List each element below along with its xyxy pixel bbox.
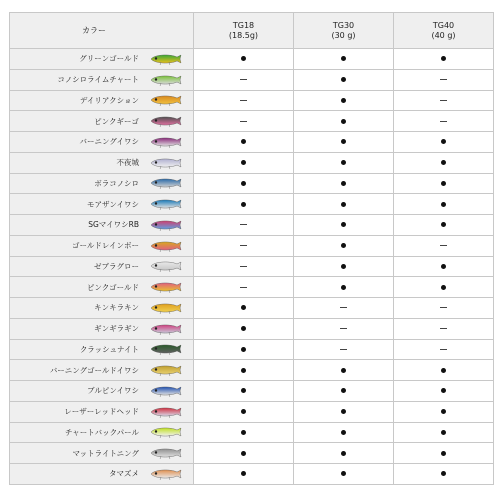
available-dot-icon — [341, 409, 346, 414]
table-row — [10, 464, 494, 485]
available-dot-icon — [441, 388, 446, 393]
available-dot-icon — [241, 202, 246, 207]
unavailable-dash-icon — [440, 349, 447, 350]
availability-cell — [194, 360, 294, 381]
availability-cell — [294, 422, 394, 443]
availability-cell — [194, 298, 294, 319]
availability-cell — [394, 111, 494, 132]
lure-image-icon — [149, 177, 183, 189]
availability-cell — [294, 90, 394, 111]
table-row — [10, 173, 494, 194]
available-dot-icon — [341, 264, 346, 269]
table-row — [10, 401, 494, 422]
available-dot-icon — [441, 430, 446, 435]
lure-image-icon — [149, 468, 183, 480]
color-name-label: ボラコノシロ — [94, 178, 139, 188]
unavailable-dash-icon — [440, 307, 447, 308]
available-dot-icon — [341, 243, 346, 248]
lure-image-icon — [149, 406, 183, 418]
unavailable-dash-icon — [240, 266, 247, 267]
availability-cell — [294, 318, 394, 339]
color-name-cell — [10, 194, 194, 215]
tg18-name: TG18 — [232, 20, 255, 30]
available-dot-icon — [341, 139, 346, 144]
availability-cell — [194, 69, 294, 90]
unavailable-dash-icon — [440, 79, 447, 80]
lure-image-icon — [149, 426, 183, 438]
table-row — [10, 90, 494, 111]
available-dot-icon — [341, 98, 346, 103]
availability-cell — [294, 49, 394, 70]
color-name-label: チャートバックパール — [64, 427, 139, 437]
availability-cell — [394, 464, 494, 485]
availability-cell — [294, 215, 394, 236]
availability-cell — [394, 360, 494, 381]
color-name-label: 不夜城 — [116, 158, 139, 168]
availability-cell — [294, 277, 394, 298]
available-dot-icon — [341, 119, 346, 124]
available-dot-icon — [241, 181, 246, 186]
availability-cell — [294, 132, 394, 153]
availability-cell — [394, 69, 494, 90]
available-dot-icon — [341, 388, 346, 393]
color-name-cell — [10, 215, 194, 236]
availability-cell — [294, 235, 394, 256]
available-dot-icon — [241, 368, 246, 373]
availability-cell — [294, 256, 394, 277]
color-name-cell — [10, 111, 194, 132]
availability-cell — [394, 49, 494, 70]
color-name-cell — [10, 277, 194, 298]
available-dot-icon — [341, 451, 346, 456]
color-name-cell — [10, 339, 194, 360]
availability-cell — [194, 173, 294, 194]
lure-image-icon — [149, 302, 183, 314]
table-row — [10, 298, 494, 319]
availability-cell — [394, 443, 494, 464]
table-row — [10, 318, 494, 339]
table-row — [10, 69, 494, 90]
unavailable-dash-icon — [440, 100, 447, 101]
color-name-label: クラッシュナイト — [79, 344, 139, 354]
unavailable-dash-icon — [240, 121, 247, 122]
table-row — [10, 215, 494, 236]
color-name-label: キンキラキン — [94, 303, 139, 313]
availability-cell — [194, 215, 294, 236]
available-dot-icon — [341, 160, 346, 165]
available-dot-icon — [341, 202, 346, 207]
color-name-cell — [10, 401, 194, 422]
color-name-cell — [10, 464, 194, 485]
table-row — [10, 381, 494, 402]
availability-cell — [394, 381, 494, 402]
table-row — [10, 194, 494, 215]
color-name-label: タマズメ — [109, 469, 139, 479]
availability-cell — [394, 235, 494, 256]
color-name-label: コノシロライムチャート — [57, 75, 139, 85]
color-name-cell — [10, 256, 194, 277]
color-name-cell — [10, 318, 194, 339]
table-row — [10, 111, 494, 132]
availability-cell — [194, 90, 294, 111]
lure-image-icon — [149, 219, 183, 231]
color-column-header: カラー — [10, 13, 194, 49]
availability-cell — [394, 194, 494, 215]
availability-cell — [194, 464, 294, 485]
tg18-weight: (18.5g) — [228, 30, 259, 40]
lure-image-icon — [149, 260, 183, 272]
lure-image-icon — [149, 157, 183, 169]
availability-cell — [194, 422, 294, 443]
availability-cell — [194, 339, 294, 360]
availability-cell — [294, 194, 394, 215]
availability-cell — [194, 318, 294, 339]
unavailable-dash-icon — [240, 245, 247, 246]
lure-image-icon — [149, 74, 183, 86]
availability-cell — [394, 422, 494, 443]
lure-image-icon — [149, 115, 183, 127]
lure-image-icon — [149, 323, 183, 335]
availability-cell — [294, 401, 394, 422]
availability-cell — [394, 277, 494, 298]
available-dot-icon — [441, 368, 446, 373]
tg30-weight: (30 g) — [331, 30, 356, 40]
available-dot-icon — [241, 160, 246, 165]
availability-cell — [394, 339, 494, 360]
available-dot-icon — [441, 264, 446, 269]
availability-cell — [394, 318, 494, 339]
color-name-cell — [10, 173, 194, 194]
table-row — [10, 443, 494, 464]
availability-cell — [394, 132, 494, 153]
tg30-column-header — [294, 13, 394, 49]
availability-cell — [394, 90, 494, 111]
color-name-cell — [10, 90, 194, 111]
available-dot-icon — [441, 56, 446, 61]
available-dot-icon — [341, 181, 346, 186]
lure-image-icon — [149, 281, 183, 293]
color-name-cell — [10, 298, 194, 319]
availability-cell — [194, 111, 294, 132]
tg18-column-header — [194, 13, 294, 49]
availability-cell — [194, 132, 294, 153]
table-header-row — [10, 13, 494, 49]
lure-image-icon — [149, 198, 183, 210]
tg40-column-header — [394, 13, 494, 49]
color-name-label: モアザンイワシ — [87, 199, 139, 209]
availability-cell — [294, 298, 394, 319]
available-dot-icon — [241, 451, 246, 456]
unavailable-dash-icon — [340, 349, 347, 350]
available-dot-icon — [441, 160, 446, 165]
table-row — [10, 49, 494, 70]
availability-cell — [394, 298, 494, 319]
availability-cell — [194, 194, 294, 215]
color-name-cell — [10, 235, 194, 256]
available-dot-icon — [441, 139, 446, 144]
availability-cell — [194, 277, 294, 298]
unavailable-dash-icon — [440, 328, 447, 329]
availability-cell — [394, 152, 494, 173]
lure-image-icon — [149, 94, 183, 106]
availability-cell — [194, 49, 294, 70]
availability-cell — [294, 381, 394, 402]
unavailable-dash-icon — [440, 245, 447, 246]
color-name-label: ゴールドレインボー — [72, 241, 139, 251]
color-name-label: バーニングイワシ — [79, 137, 139, 147]
available-dot-icon — [241, 139, 246, 144]
unavailable-dash-icon — [440, 121, 447, 122]
color-name-label: レーザーレッドヘッド — [64, 407, 139, 417]
color-name-label: グリーンゴールド — [79, 54, 139, 64]
color-name-cell — [10, 49, 194, 70]
available-dot-icon — [241, 347, 246, 352]
color-availability-table — [9, 12, 494, 485]
available-dot-icon — [341, 77, 346, 82]
lure-image-icon — [149, 385, 183, 397]
tg40-weight: (40 g) — [431, 30, 456, 40]
unavailable-dash-icon — [240, 79, 247, 80]
availability-cell — [394, 401, 494, 422]
availability-cell — [394, 173, 494, 194]
availability-cell — [194, 443, 294, 464]
available-dot-icon — [341, 471, 346, 476]
unavailable-dash-icon — [240, 100, 247, 101]
unavailable-dash-icon — [340, 307, 347, 308]
table-row — [10, 256, 494, 277]
available-dot-icon — [441, 285, 446, 290]
availability-cell — [194, 235, 294, 256]
color-weight-table-container — [9, 12, 493, 485]
availability-cell — [394, 256, 494, 277]
color-name-cell — [10, 381, 194, 402]
available-dot-icon — [341, 430, 346, 435]
table-row — [10, 152, 494, 173]
available-dot-icon — [441, 451, 446, 456]
color-name-label: SGマイワシRB — [88, 220, 139, 230]
availability-cell — [294, 339, 394, 360]
available-dot-icon — [341, 285, 346, 290]
available-dot-icon — [441, 181, 446, 186]
availability-cell — [294, 360, 394, 381]
table-row — [10, 422, 494, 443]
available-dot-icon — [241, 409, 246, 414]
color-name-label: ブルピンイワシ — [87, 386, 139, 396]
table-row — [10, 339, 494, 360]
available-dot-icon — [441, 471, 446, 476]
lure-image-icon — [149, 136, 183, 148]
color-name-cell — [10, 422, 194, 443]
color-name-cell — [10, 443, 194, 464]
unavailable-dash-icon — [240, 224, 247, 225]
available-dot-icon — [441, 222, 446, 227]
unavailable-dash-icon — [340, 328, 347, 329]
available-dot-icon — [341, 368, 346, 373]
color-name-label: ピンクギーゴ — [94, 116, 139, 126]
tg40-name: TG40 — [432, 20, 455, 30]
unavailable-dash-icon — [240, 287, 247, 288]
availability-cell — [294, 152, 394, 173]
available-dot-icon — [241, 388, 246, 393]
color-name-label: ゼブラグロー — [94, 261, 139, 271]
available-dot-icon — [441, 202, 446, 207]
color-name-cell — [10, 69, 194, 90]
lure-image-icon — [149, 364, 183, 376]
available-dot-icon — [241, 326, 246, 331]
lure-image-icon — [149, 53, 183, 65]
availability-cell — [294, 173, 394, 194]
color-name-label: マットライトニング — [72, 448, 139, 458]
availability-cell — [394, 215, 494, 236]
table-row — [10, 235, 494, 256]
available-dot-icon — [341, 222, 346, 227]
color-name-label: バーニングゴールドイワシ — [49, 365, 139, 375]
availability-cell — [194, 381, 294, 402]
available-dot-icon — [241, 471, 246, 476]
lure-image-icon — [149, 343, 183, 355]
table-row — [10, 360, 494, 381]
available-dot-icon — [241, 305, 246, 310]
availability-cell — [294, 69, 394, 90]
table-row — [10, 277, 494, 298]
available-dot-icon — [241, 430, 246, 435]
availability-cell — [294, 111, 394, 132]
availability-cell — [194, 401, 294, 422]
availability-cell — [194, 256, 294, 277]
color-name-label: ピンクゴールド — [86, 282, 139, 292]
tg30-name: TG30 — [332, 20, 355, 30]
color-name-cell — [10, 360, 194, 381]
lure-image-icon — [149, 447, 183, 459]
table-row — [10, 132, 494, 153]
availability-cell — [294, 443, 394, 464]
availability-cell — [294, 464, 394, 485]
color-name-label: ギンギラギン — [94, 324, 139, 334]
available-dot-icon — [341, 56, 346, 61]
color-name-cell — [10, 132, 194, 153]
color-name-cell — [10, 152, 194, 173]
color-name-label: デイリアクション — [79, 95, 139, 105]
lure-image-icon — [149, 240, 183, 252]
available-dot-icon — [241, 56, 246, 61]
table-body — [10, 49, 494, 485]
available-dot-icon — [441, 409, 446, 414]
availability-cell — [194, 152, 294, 173]
